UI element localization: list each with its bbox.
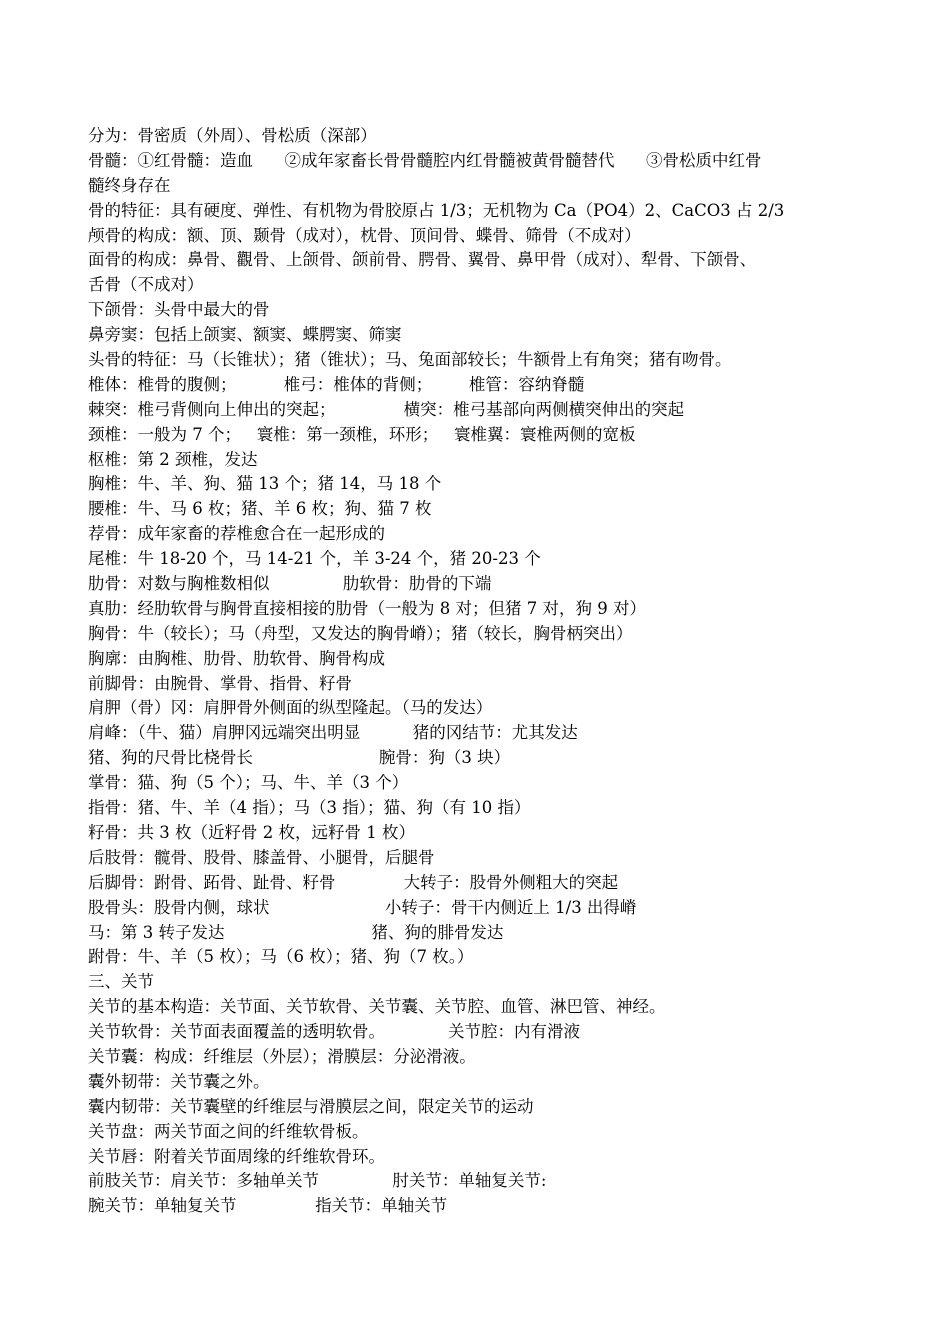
text-line: 髓终身存在 xyxy=(88,175,171,195)
text-line: 前肢关节：肩关节：多轴单关节 肘关节：单轴复关节: xyxy=(88,1171,547,1191)
text-line: 分为：骨密质（外周）、骨松质（深部） xyxy=(88,126,377,145)
text-line: 囊内韧带：关节囊壁的纤维层与滑膜层之间，限定关节的运动 xyxy=(88,1096,534,1116)
text-line: 舌骨（不成对） xyxy=(88,275,204,295)
text-line: 胸廓：由胸椎、肋骨、肋软骨、胸骨构成 xyxy=(88,648,385,668)
text-line: 腕关节：单轴复关节 指关节：单轴关节 xyxy=(88,1196,448,1216)
text-line: 颈椎：一般为 7 个； 寰椎：第一颈椎，环形； 寰椎翼：寰椎两侧的宽板 xyxy=(88,424,636,444)
text-line: 椎体：椎骨的腹侧； 椎弓：椎体的背侧； 椎管：容纳脊髓 xyxy=(88,374,585,394)
text-line: 关节软骨：关节面表面覆盖的透明软骨。 关节腔：内有滑液 xyxy=(88,1022,580,1042)
document-page xyxy=(88,124,878,1219)
text-line: 颅骨的构成：额、顶、颞骨（成对），枕骨、顶间骨、蝶骨、筛骨（不成对） xyxy=(88,225,641,245)
text-line: 后肢骨：髋骨、股骨、膝盖骨、小腿骨，后腿骨 xyxy=(88,847,435,867)
text-line: 前脚骨：由腕骨、掌骨、指骨、籽骨 xyxy=(88,673,352,693)
text-line: 鼻旁窦：包括上颌窦、额窦、蝶腭窦、筛窦 xyxy=(88,325,402,345)
text-line: 囊外韧带：关节囊之外。 xyxy=(88,1071,270,1091)
text-line: 骨髓：①红骨髓：造血 ②成年家畜长骨骨髓腔内红骨髓被黄骨髓替代 ③骨松质中红骨 xyxy=(88,150,762,170)
section-heading: 三、关节 xyxy=(88,972,154,992)
text-line: 后脚骨：跗骨、跖骨、趾骨、籽骨 大转子：股骨外侧粗大的突起 xyxy=(88,872,619,892)
text-line: 马：第 3 转子发达 猪、狗的腓骨发达 xyxy=(88,922,504,942)
text-line: 面骨的构成：鼻骨、觀骨、上颌骨、颌前骨、腭骨、翼骨、鼻甲骨（成对）、犁骨、下颌骨、 xyxy=(88,250,757,270)
text-line: 骨的特征：具有硬度、弹性、有机物为骨胶原占 1/3；无机物为 Ca（PO4）2、CaCO3 占 2/3 xyxy=(88,200,785,220)
text-line: 关节囊：构成：纤维层（外层）；滑膜层：分泌滑液。 xyxy=(88,1046,476,1066)
text-line: 真肋：经肋软骨与胸骨直接相接的肋骨（一般为 8 对；但猪 7 对，狗 9 对） xyxy=(88,598,646,618)
text-line: 肋骨：对数与胸椎数相似 肋软骨：肋骨的下端 xyxy=(88,574,492,594)
text-line: 关节唇：附着关节面周缘的纤维软骨环。 xyxy=(88,1146,385,1166)
text-line: 猪、狗的尺骨比桡骨长 腕骨：狗（3 块） xyxy=(88,748,511,768)
text-line: 胸椎：牛、羊、狗、猫 13 个；猪 14，马 18 个 xyxy=(88,474,442,494)
text-line: 关节盘：两关节面之间的纤维软骨板。 xyxy=(88,1121,369,1141)
text-line: 掌骨：猫、狗（5 个）；马、牛、羊（3 个） xyxy=(88,773,409,793)
text-line: 腰椎：牛、马 6 枚；猪、羊 6 枚；狗、猫 7 枚 xyxy=(88,499,432,519)
text-line: 下颌骨：头骨中最大的骨 xyxy=(88,300,270,320)
text-line: 尾椎：牛 18-20 个，马 14-21 个，羊 3-24 个，猪 20-23 个 xyxy=(88,549,541,569)
text-line: 肩胛（骨）冈：肩胛骨外侧面的纵型隆起。（马的发达） xyxy=(88,698,493,718)
text-line: 荐骨：成年家畜的荐椎愈合在一起形成的 xyxy=(88,524,385,544)
text-line: 籽骨：共 3 枚（近籽骨 2 枚，远籽骨 1 枚） xyxy=(88,822,415,842)
text-line: 肩峰：（牛、猫）肩胛冈远端突出明显 猪的冈结节：尤其发达 xyxy=(88,723,578,743)
text-line: 棘突：椎弓背侧向上伸出的突起； 横突：椎弓基部向两侧横突伸出的突起 xyxy=(88,399,685,419)
text-line: 指骨：猪、牛、羊（4 指）；马（3 指）；猫、狗（有 10 指） xyxy=(88,798,531,818)
text-line: 胸骨：牛（较长）；马（舟型，又发达的胸骨嵴）；猪（较长，胸骨柄突出） xyxy=(88,623,633,643)
text-line: 枢椎：第 2 颈椎，发达 xyxy=(88,449,258,469)
text-line: 股骨头：股骨内侧，球状 小转子：骨干内侧近上 1/3 出得嵴 xyxy=(88,897,637,917)
text-line: 头骨的特征：马（长锥状）；猪（锥状）；马、兔面部较长；牛额骨上有角突；猪有吻骨。 xyxy=(88,350,732,370)
text-line: 跗骨：牛、羊（5 枚）；马（6 枚）；猪、狗（7 枚。） xyxy=(88,947,474,967)
text-line: 关节的基本构造：关节面、关节软骨、关节囊、关节腔、血管、淋巴管、神经。 xyxy=(88,997,666,1017)
